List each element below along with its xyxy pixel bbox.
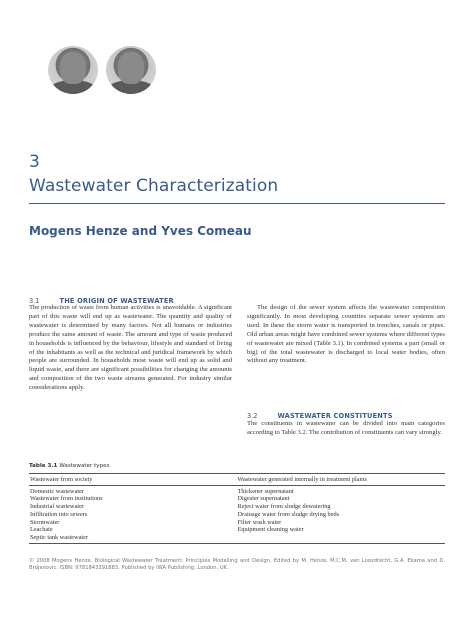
title-rule xyxy=(29,203,445,204)
author-portrait-henze xyxy=(48,46,98,94)
table-cell: Thickener supernatant xyxy=(237,487,294,495)
table-caption-text: Wastewater types xyxy=(59,463,110,469)
table-bottom-rule xyxy=(29,543,445,544)
table-cell: Wastewater from institutions xyxy=(30,495,103,503)
wastewater-types-table xyxy=(29,473,445,544)
table-column-internal xyxy=(238,488,446,542)
table-cell: Drainage water from sludge drying beds xyxy=(237,510,340,518)
table-cell: Digester supernatant xyxy=(237,495,290,503)
section-constituents-paragraph: The constituents in wastewater can be divided into main categories according to Table 3.2. The contribution of constituents can vary strongly. xyxy=(247,420,445,436)
table-cell: Leachate xyxy=(30,526,53,534)
chapter-title: Wastewater Characterization xyxy=(29,176,279,196)
table-cell: Stormwater xyxy=(30,518,60,526)
table-header-cell: Wastewater from society xyxy=(30,476,93,483)
chapter-number: 3 xyxy=(29,152,40,172)
table-cell: Reject water from sludge dewatering xyxy=(237,503,331,511)
table-header-row xyxy=(29,474,445,485)
copyright-footer: © 2008 Mogens Henze. Biological Wastewater Treatment: Principles Modelling and Design. Edited by M. Henze, M.C.M. van Loosdrecht, G.A. Ekama and D. Brdjanovic. ISBN: 9781843391883. Published by IWA Publishing, London, UK. xyxy=(29,558,445,571)
table-column-society xyxy=(29,488,238,542)
table-cell: Domestic wastewater xyxy=(30,487,85,495)
sewer-design-paragraph: The design of the sewer system affects the wastewater composition significantly. In most developing countries separate sewer systems are used. In these the storm water is transported in trenches, canals or pipes. Old urban areas might have combined sewer systems where different types of wastewater are mixed (Table 3.1). In combined systems a part (small or big) of the total wastewater is discharged to local water bodies, often without any treatment. xyxy=(247,304,445,365)
table-cell: Infiltration into sewers xyxy=(30,510,88,518)
table-cell: Industrial wastewater xyxy=(30,503,85,511)
author-portraits xyxy=(48,46,158,94)
table-cell: Septic tank wastewater xyxy=(30,534,89,542)
section-origin-paragraph: The production of waste from human activities is unavoidable. A significant part of this waste will end up as wastewater. The quantity and quality of wastewater is determined by many factors. Not all humans or industries produce the same amount of waste. The amount and type of waste produced in households is influenced by the behaviour, lifestyle and standard of living of the inhabitants as well as the technical and juridical framework by which people are surrounded. In households most waste will end up as solid and liquid waste, and there are significant possibilities for changing the amounts and composition of the two waste streams generated. For industry similar considerations apply. xyxy=(29,304,232,392)
table-caption xyxy=(29,463,110,469)
table-cell: Filter wash water xyxy=(237,518,282,526)
chapter-authors: Mogens Henze and Yves Comeau xyxy=(29,224,252,238)
section-number: 3.2 xyxy=(247,412,258,420)
section-title: WASTEWATER CONSTITUENTS xyxy=(277,412,393,420)
table-body xyxy=(29,486,445,542)
table-caption-label: Table 3.1 xyxy=(29,463,58,469)
author-portrait-comeau xyxy=(106,46,156,94)
section-title: THE ORIGIN OF WASTEWATER xyxy=(59,297,174,305)
table-cell: Equipment cleaning water xyxy=(237,526,304,534)
table-header-cell: Wastewater generated internally in treatment plants xyxy=(237,476,367,483)
section-number: 3.1 xyxy=(29,297,40,305)
